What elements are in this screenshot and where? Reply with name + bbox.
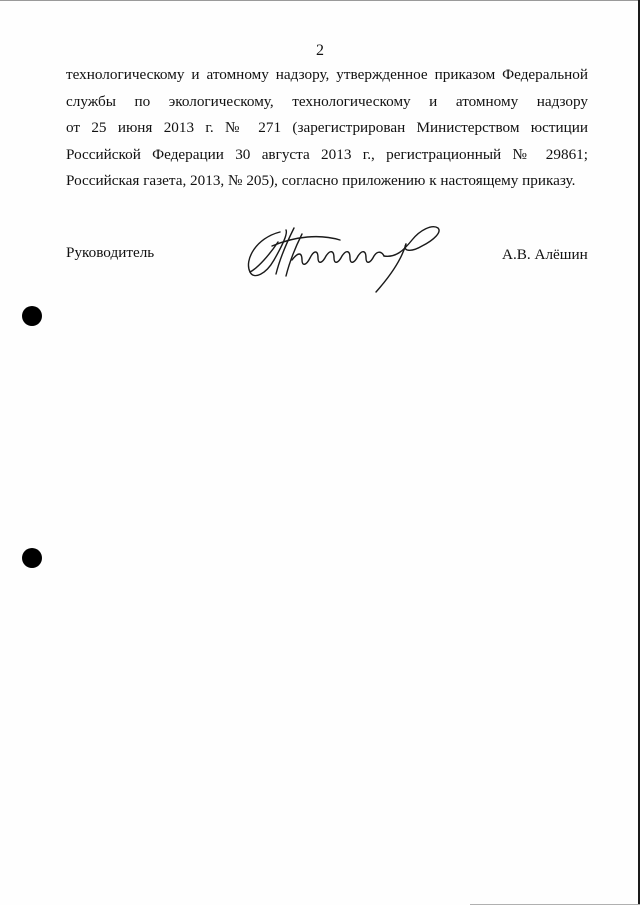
body-line: от 25 июня 2013 г. № 271 (зарегистрирован Министерством юстиции [66,119,588,136]
body-line: службы по экологическому, технологическому и атомному надзору [66,92,588,110]
punch-hole-icon [22,306,42,326]
signature-icon [236,214,446,296]
signer-name: А.В. Алёшин [502,246,588,263]
body-line: Российской Федерации 30 августа 2013 г., регистрационный № 29861; [66,145,588,163]
body-paragraph [66,62,588,195]
page-edge-top [0,0,640,1]
punch-hole-icon [22,548,42,568]
body-line: технологическому и атомному надзору, утвержденное приказом Федеральной [66,66,588,83]
signer-title: Руководитель [66,244,155,261]
body-line: Российская газета, 2013, № 205), согласно приложению к настоящему приказу. [66,172,576,189]
page-number: 2 [316,42,324,59]
